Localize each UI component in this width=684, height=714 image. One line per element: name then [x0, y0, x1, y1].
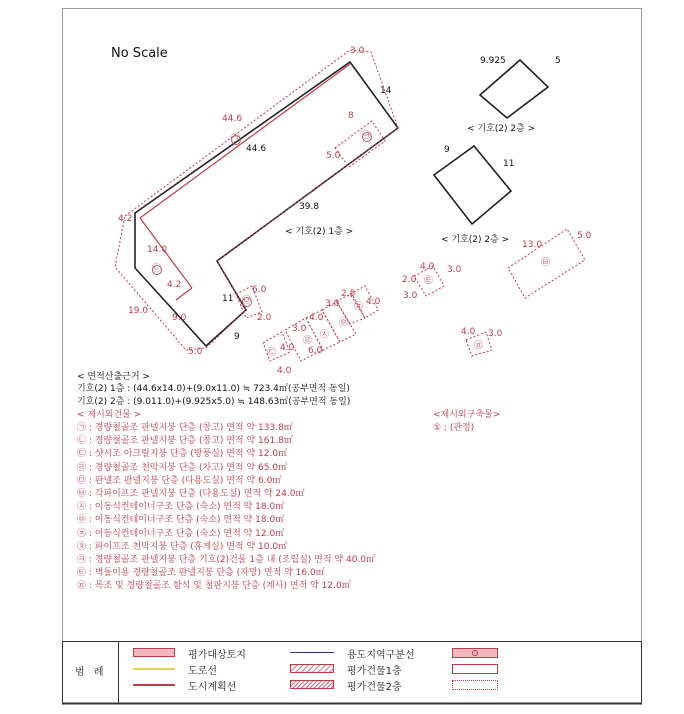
mark-ga: ㉠ — [231, 134, 241, 144]
dim-6-0: 6.0 — [252, 285, 267, 295]
dim-3-0-c: 3.0 — [325, 299, 340, 309]
excluded-building-item: ㉣ : 경량철골조 천막지붕 단층 (차고) 면적 약 65.0㎡ — [77, 462, 288, 473]
mark-cha: ㉣ — [303, 336, 313, 346]
dim-3-0-e: 3.0 — [488, 329, 503, 339]
excluded-building-item: ㉡ : 경량철골조 판넬지붕 단층 (창고) 면적 약 161.8㎡ — [77, 436, 293, 447]
excluded-fixture-header: <제시외구축물> — [433, 410, 501, 420]
dim-3-0-a: 3.0 — [447, 265, 462, 275]
area-basis-line-2: 기호(2) 2층 : (9.011.0)+(9.925x5.0) ≒ 148.63㎡(공부면적 동일) — [77, 397, 351, 407]
mark-a: ㉧ — [339, 318, 349, 328]
legend-urban-plan-line: 도시계획선 — [188, 682, 237, 693]
dim-4-0-d: 4.0 — [280, 343, 295, 353]
dim-2-5: 2.5 — [341, 289, 356, 299]
dim-4-0-f: 4.0 — [461, 327, 476, 337]
legend-road-line: 도로선 — [188, 666, 217, 677]
excluded-fixture-item: ① : (관정) — [433, 423, 475, 433]
legend-swatch-target-land — [133, 648, 175, 657]
legend-zoning-line: 용도지역구분선 — [347, 650, 415, 661]
legend-building-2f: 평가건물2층 — [347, 682, 402, 693]
dim-8: 8 — [348, 111, 354, 121]
dim-39-8: 39.8 — [299, 202, 320, 212]
dim-5-0-a: 5.0 — [326, 151, 341, 161]
dim-4-0-b: 4.0 — [366, 297, 381, 307]
legend-swatch-road-line — [133, 668, 175, 670]
excluded-buildings-header: < 제시외건물 > — [77, 410, 142, 420]
legend-swatch-zoning-line — [290, 652, 334, 653]
excluded-building-item: ㉢ : 샷시조 아크릴지붕 단층 (방풍실) 면적 약 12.0㎡ — [77, 449, 288, 460]
dim-3-0-b: 3.0 — [403, 291, 418, 301]
dim-4-2-a: 4.2 — [118, 214, 133, 224]
dim-4-0-e: 4.0 — [277, 366, 292, 376]
dim-2-0: 2.0 — [257, 313, 272, 323]
excluded-building-item: ㉤ : 판넬조 판넬지붕 단층 (다용도실) 면적 약 6.0㎡ — [77, 475, 282, 486]
dim-6-0-b: 6.0 — [308, 346, 323, 356]
dim-14-0: 14.0 — [147, 245, 168, 255]
dim-5-0-c: 5.0 — [577, 231, 592, 241]
legend-swatch-dotted-outline — [452, 680, 498, 690]
legend-target-land: 평가대상토지 — [188, 650, 246, 661]
legend-swatch-solid-outline — [452, 664, 498, 674]
dim-4-2-b: 4.2 — [167, 280, 182, 290]
mark-ta: ㉫ — [424, 276, 434, 286]
dim-9-left: 9 — [444, 145, 450, 155]
legend-swatch-urban-plan-line — [133, 684, 175, 686]
dim-11: 11 — [222, 294, 234, 304]
dim-4-0-a: 4.0 — [420, 262, 435, 272]
dim-11-right: 11 — [503, 159, 515, 169]
dim-13-0: 13.0 — [522, 240, 543, 250]
second-floor-label-b: < 기호(2) 2층 > — [441, 235, 510, 245]
area-basis-header: < 면적산출근거 > — [77, 372, 150, 382]
mark-ba: ㉥ — [541, 258, 551, 268]
excluded-building-item: ㉫ : 벽돌이용 경량철골조 판넬지붕 단층 (자망) 면적 약 16.0㎡ — [77, 568, 325, 579]
excluded-building-item: ㉧ : 이동식컨테이너구조 단층 (숙소) 면적 약 18.0㎡ — [77, 515, 285, 526]
excluded-building-item: ㉪ : 경량철골조 판넬지붕 단층 기호(2)건물 1층 내 (조립실) 면적 약 40.0㎡ — [77, 555, 376, 565]
mark-na: ㉡ — [152, 264, 162, 274]
dim-44-6-red: 44.6 — [222, 114, 243, 124]
dim-2-0-b: 2.0 — [402, 275, 417, 285]
excluded-building-item: ㉩ : 파이프조 천막지붕 단층 (휴게실) 면적 약 10.0㎡ — [77, 541, 288, 552]
dim-9-925: 9.925 — [480, 56, 506, 66]
legend-swatch-well-marker — [452, 648, 498, 658]
dim-3-0-top: 3.0 — [350, 46, 365, 56]
mark-ma: ㉤ — [242, 296, 252, 306]
excluded-building-item: ㉬ : 목조 및 경량철골조 함석 및 철판지붕 단층 (계사) 면적 약 12.0㎡ — [77, 581, 351, 592]
main-building-label: < 기호(2) 1층 > — [285, 227, 354, 237]
excluded-building-item: ㉨ : 이동식컨테이너구조 단층 (숙소) 면적 약 12.0㎡ — [77, 528, 285, 539]
area-basis-line-1: 기호(2) 1층 : (44.6x14.0)+(9.0x11.0) ≒ 723.4㎡(공부면적 동일) — [77, 384, 350, 394]
dim-9-0: 9.0 — [172, 313, 187, 323]
legend-building-1f: 평가건물1층 — [347, 666, 402, 677]
excluded-building-item: ㉠ : 경량철골조 판넬지붕 단층 (창고) 면적 약 133.8㎡ — [77, 423, 293, 433]
mark-ja: ㉨ — [354, 302, 364, 312]
no-scale-label: No Scale — [111, 46, 168, 61]
excluded-building-item: ㉥ : 각파이프조 판넬지붕 단층 (다용도실) 면적 약 24.0㎡ — [77, 489, 305, 499]
legend-title: 범 례 — [75, 667, 107, 678]
dim-19-0: 19.0 — [128, 306, 149, 316]
second-floor-label-a: < 기호(2) 2층 > — [467, 124, 536, 134]
mark-sa: ㉦ — [320, 330, 330, 340]
legend-swatch-building-1f — [290, 664, 334, 673]
dim-3-0-d: 3.0 — [292, 324, 307, 334]
dim-9-bottom: 9 — [234, 332, 240, 342]
dim-5-0-b: 5.0 — [188, 347, 203, 357]
dim-44-6-black: 44.6 — [246, 144, 267, 154]
dim-5: 5 — [555, 56, 561, 66]
mark-ka: ㉢ — [267, 348, 277, 358]
mark-ka2: ㉪ — [362, 131, 372, 141]
excluded-building-item: ㉦ : 이동식컨테이너구조 단층 (숙소) 면적 약 18.0㎡ — [77, 502, 285, 513]
mark-pa: ㉬ — [474, 341, 484, 351]
legend-swatch-building-2f — [290, 680, 334, 689]
dim-14: 14 — [380, 86, 392, 96]
dim-4-0-c: 4.0 — [309, 313, 324, 323]
